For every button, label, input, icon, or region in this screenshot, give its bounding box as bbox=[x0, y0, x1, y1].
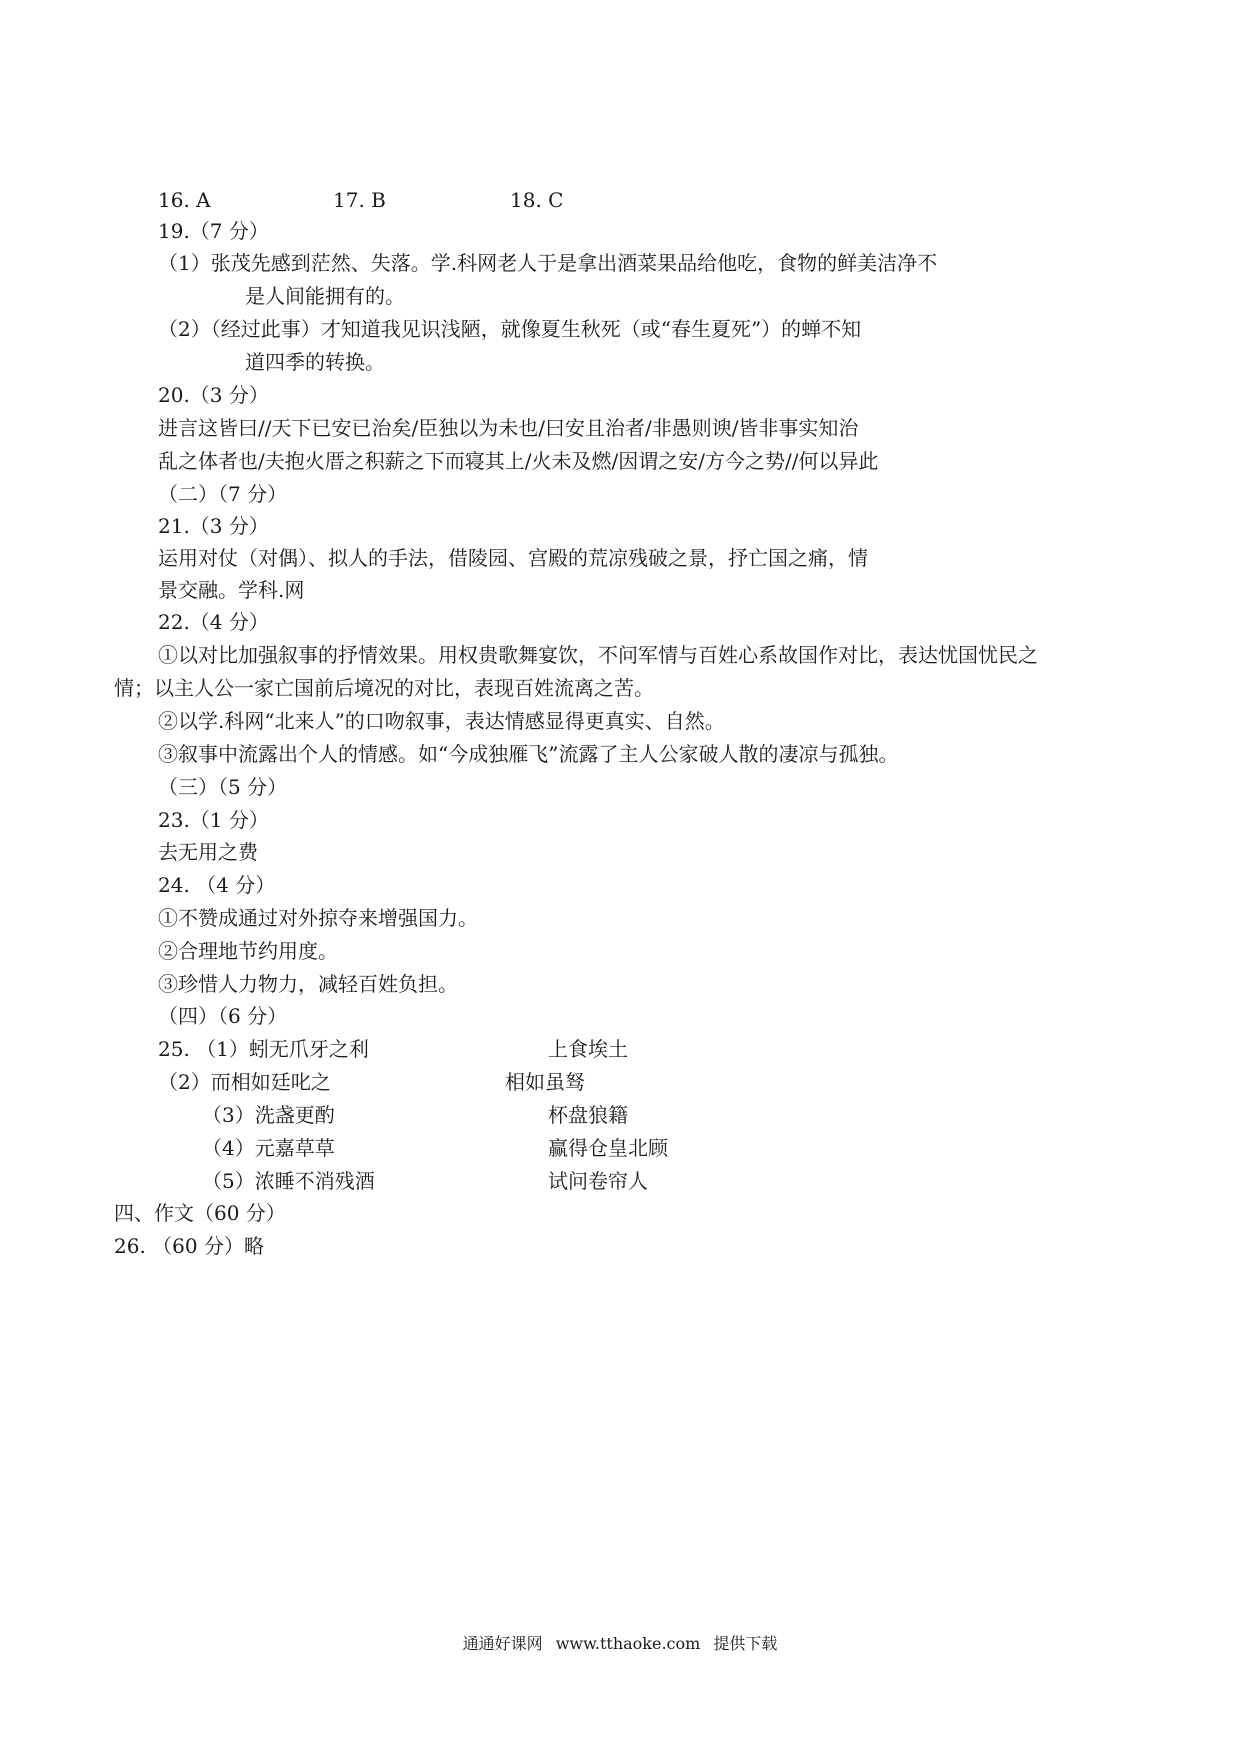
question-24-heading: 24. （4 分） bbox=[158, 873, 276, 897]
question-21-heading: 21.（3 分） bbox=[158, 514, 269, 538]
footer-site-name: 通通好课网 bbox=[462, 1634, 543, 1653]
question-20-heading: 20.（3 分） bbox=[158, 383, 269, 407]
part-4-heading: 四、作文（60 分） bbox=[114, 1201, 286, 1225]
section-4-heading: （四）（6 分） bbox=[158, 1004, 288, 1028]
q24-point1: ①不赞成通过对外掠夺来增强国力。 bbox=[158, 906, 478, 930]
q25-1-second-half: 上食埃土 bbox=[548, 1037, 628, 1061]
q25-5-second-half: 试问卷帘人 bbox=[548, 1169, 648, 1193]
q21-line2: 景交融。学科.网 bbox=[158, 578, 305, 602]
question-22-heading: 22.（4 分） bbox=[158, 610, 269, 634]
q25-5-first-half: （5）浓睡不消残酒 bbox=[202, 1169, 375, 1193]
q19-part1-line2: 是人间能拥有的。 bbox=[245, 284, 405, 308]
q19-part2-line1: （2）（经过此事）才知道我见识浅陋，就像夏生秋死（或“春生夏死”）的蝉不知 bbox=[158, 317, 862, 341]
q25-4-first-half: （4）元嘉草草 bbox=[202, 1136, 335, 1160]
footer-url[interactable]: www.tthaoke.com bbox=[555, 1634, 701, 1653]
section-2-heading: （二）（7 分） bbox=[158, 482, 288, 506]
question-19-heading: 19.（7 分） bbox=[158, 219, 269, 243]
q23-answer: 去无用之费 bbox=[158, 840, 258, 864]
q19-part1-line1: （1）张茂先感到茫然、失落。学.科网老人于是拿出酒菜果品给他吃，食物的鲜美洁净不 bbox=[158, 251, 938, 275]
q21-line1: 运用对仗（对偶）、拟人的手法，借陵园、宫殿的荒凉残破之景，抒亡国之痛，情 bbox=[158, 546, 868, 570]
q19-part2-line2: 道四季的转换。 bbox=[245, 350, 385, 374]
q25-1-first-half: 25. （1）蚓无爪牙之利 bbox=[158, 1037, 369, 1061]
q25-2-second-half: 相如虽驽 bbox=[505, 1070, 585, 1094]
q22-point2: ②以学.科网“北来人”的口吻叙事，表达情感显得更真实、自然。 bbox=[158, 709, 725, 733]
answer-q18: 18. C bbox=[510, 188, 564, 212]
question-23-heading: 23.（1 分） bbox=[158, 808, 269, 832]
q25-3-second-half: 杯盘狼籍 bbox=[548, 1103, 628, 1127]
q22-point3: ③叙事中流露出个人的情感。如“今成独雁飞”流露了主人公家破人散的凄凉与孤独。 bbox=[158, 742, 899, 766]
q22-point1-line2: 情；以主人公一家亡国前后境况的对比，表现百姓流离之苦。 bbox=[114, 676, 654, 700]
answer-q16: 16. A bbox=[158, 188, 211, 212]
page-footer bbox=[0, 1634, 1240, 1654]
q25-4-second-half: 赢得仓皇北顾 bbox=[548, 1136, 668, 1160]
q24-point2: ②合理地节约用度。 bbox=[158, 939, 338, 963]
q22-point1-line1: ①以对比加强叙事的抒情效果。用权贵歌舞宴饮，不问军情与百姓心系故国作对比，表达忧国忧民之 bbox=[158, 643, 1038, 667]
answer-q26: 26. （60 分）略 bbox=[114, 1234, 264, 1258]
q24-point3: ③珍惜人力物力，减轻百姓负担。 bbox=[158, 972, 458, 996]
footer-suffix: 提供下载 bbox=[713, 1634, 778, 1653]
answer-q17: 17. B bbox=[333, 188, 386, 212]
section-3-heading: （三）（5 分） bbox=[158, 775, 288, 799]
q25-3-first-half: （3）洗盏更酌 bbox=[202, 1103, 335, 1127]
q20-line2: 乱之体者也/夫抱火厝之积薪之下而寝其上/火未及燃/因谓之安/方今之势//何以异此 bbox=[158, 449, 879, 473]
q20-line1: 进言这皆曰//天下已安已治矣/臣独以为未也/曰安且治者/非愚则谀/皆非事实知治 bbox=[158, 416, 859, 440]
q25-2-first-half: （2）而相如廷叱之 bbox=[158, 1070, 331, 1094]
